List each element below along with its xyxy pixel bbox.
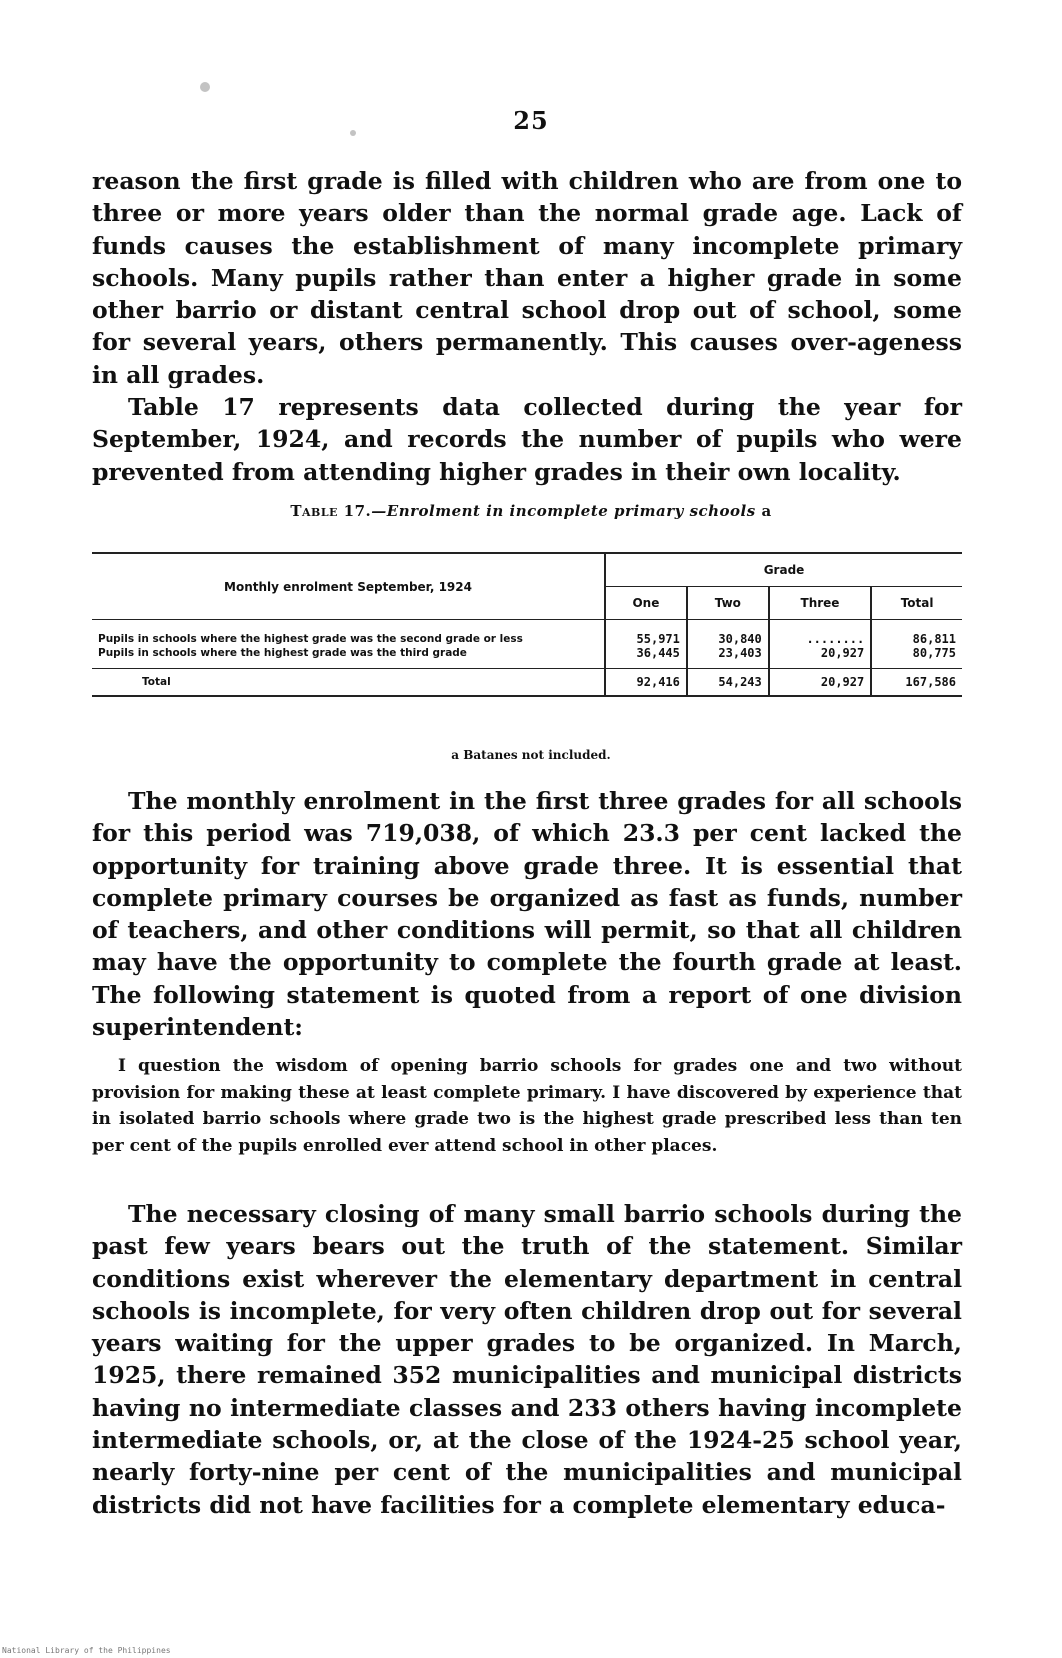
- quote-text: I question the wisdom of opening barrio schools for grades one and two without provision for making these at least complete primary. I have discovered by experience that in isolated barrio schools where grade two is the highest grade prescribed less than ten per cent of the pupils enrolled ever attend school in other places.: [92, 1056, 962, 1156]
- row-label: Pupils in schools where the highest grade was the second grade or less: [98, 633, 523, 645]
- cell-three: 20,927: [769, 646, 871, 669]
- grade-group-header: Grade: [605, 553, 962, 587]
- table-row: [92, 646, 962, 669]
- table-label: Table 17.: [290, 502, 372, 520]
- paragraph: reason the first grade is filled with children who are from one to three or more years older than the normal grade age. Lack of funds causes the establishment of many incomplete primary schools. Many pupils rather than enter a higher grade in some other barrio or distant central school drop out of school, some for several years, others permanently. This causes over-ageness in all grades.: [92, 167, 962, 389]
- cell-three: 20,927: [769, 669, 871, 697]
- block-quote: [92, 1053, 962, 1159]
- cell-total: 167,586: [871, 669, 962, 697]
- table-row: [92, 620, 962, 647]
- cell-two: 23,403: [687, 646, 769, 669]
- text-block-bottom: [92, 1198, 962, 1521]
- cell-two: 30,840: [687, 620, 769, 647]
- paragraph: The necessary closing of many small barrio schools during the past few years bears out the truth of the statement. Similar conditions exist wherever the elementary department in central schools is incomplete, for very often children drop out for several years waiting for the upper grades to be organized. In March, 1925, there remained 352 municipalities and municipal districts having no intermediate classes and 233 others having incomplete intermediate schools, or, at the close of the 1924-25 school year, nearly forty-nine per cent of the municipalities and municipal districts did not have facilities for a complete elementary educa-: [92, 1200, 962, 1519]
- paragraph: Table 17 represents data collected during the year for September, 1924, and records the number of pupils who were prevented from attending higher grades in their own locality.: [92, 393, 962, 486]
- row-label: Pupils in schools where the highest grade was the third grade: [98, 647, 467, 659]
- column-header-three: Three: [769, 587, 871, 620]
- library-imprint: National Library of the Philippines: [2, 1646, 171, 1655]
- cell-one: 36,445: [605, 646, 687, 669]
- column-header-one: One: [605, 587, 687, 620]
- ink-speck: [200, 82, 210, 92]
- text-block-middle: [92, 785, 962, 1043]
- table-footnote: a Batanes not included.: [451, 748, 611, 762]
- total-row-label: Total: [92, 669, 605, 697]
- table-total-row: [92, 669, 962, 697]
- table-title: —Enrolment in incomplete primary schools: [371, 502, 756, 520]
- text-block-top: [92, 165, 962, 488]
- cell-one: 55,971: [605, 620, 687, 647]
- cell-total: 80,775: [871, 646, 962, 669]
- page-number: 25: [513, 106, 549, 135]
- column-header-two: Two: [687, 587, 769, 620]
- stub-header: Monthly enrolment September, 1924: [92, 553, 605, 620]
- table-title-mark: a: [755, 502, 772, 520]
- enrolment-table: [92, 552, 962, 697]
- column-header-total: Total: [871, 587, 962, 620]
- cell-one: 92,416: [605, 669, 687, 697]
- cell-three: ........: [769, 620, 871, 647]
- paragraph: The monthly enrolment in the first three grades for all schools for this period was 719,038, of which 23.3 per cent lacked the opportunity for training above grade three. It is essential that complete primary courses be organized as fast as funds, number of teachers, and other conditions will permit, so that all children may have the opportunity to complete the fourth grade at least. The following statement is quoted from a report of one division superintendent:: [92, 787, 962, 1042]
- cell-two: 54,243: [687, 669, 769, 697]
- table-caption: [0, 502, 1062, 520]
- cell-total: 86,811: [871, 620, 962, 647]
